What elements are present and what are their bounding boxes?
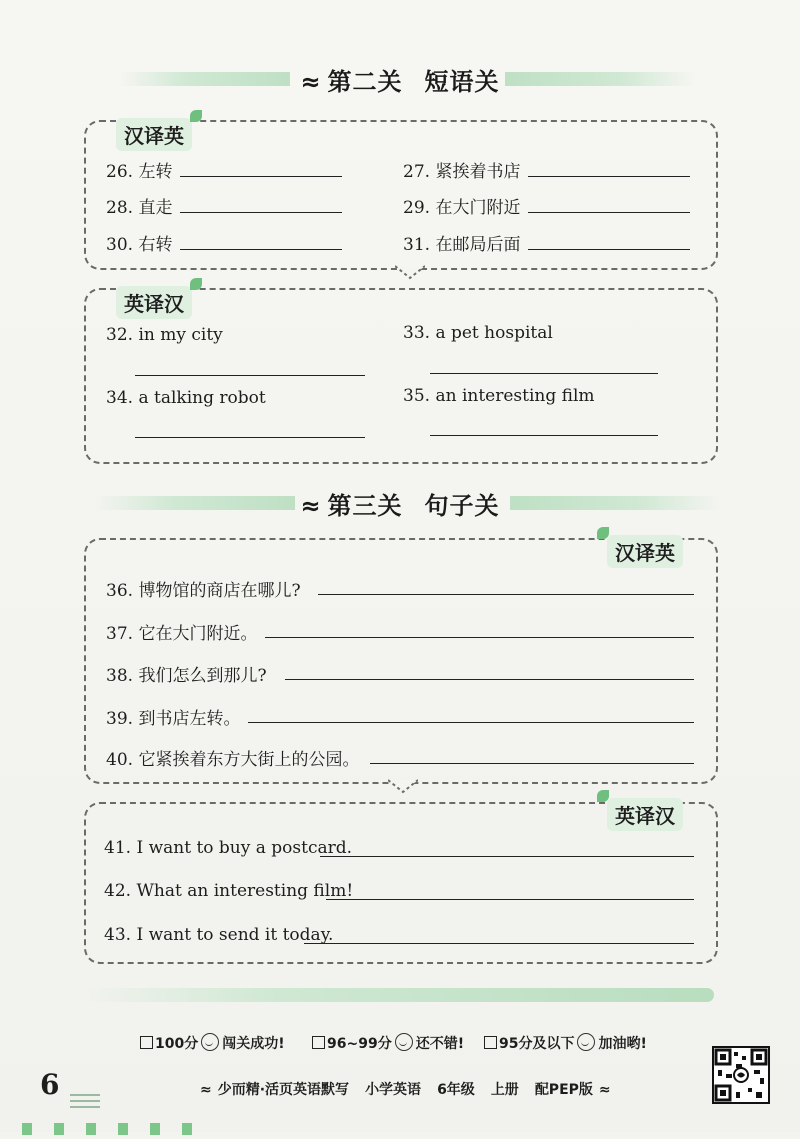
answer-line-33[interactable] xyxy=(430,373,658,374)
answer-line-42[interactable] xyxy=(326,899,694,900)
question-30: 30. 右转 xyxy=(106,235,173,255)
box4-tag-label: 英译汉 xyxy=(615,804,675,828)
answer-line-37[interactable] xyxy=(265,637,694,638)
question-38: 38. 我们怎么到那儿? xyxy=(106,666,267,686)
wave-icon: ≈ xyxy=(200,1082,212,1098)
book-edition: 配PEP版 xyxy=(534,1082,593,1098)
page-number: 6 xyxy=(40,1068,60,1101)
answer-line-31[interactable] xyxy=(528,249,690,250)
lines-decoration-icon xyxy=(70,1090,100,1110)
question-41: 41. I want to buy a postcard. xyxy=(104,838,353,858)
leaf-icon xyxy=(597,527,609,539)
footer-band xyxy=(88,988,714,1002)
book-volume: 上册 xyxy=(490,1082,519,1098)
question-34: 34. a talking robot xyxy=(106,388,266,408)
checkbox[interactable] xyxy=(140,1036,153,1049)
answer-line-38[interactable] xyxy=(285,679,694,680)
question-27: 27. 紧挨着书店 xyxy=(403,162,521,182)
box-connector-notch xyxy=(395,264,425,282)
book-subject: 小学英语 xyxy=(365,1082,422,1098)
green-squares-icon xyxy=(22,1123,202,1135)
book-title: 少而精·活页英语默写 xyxy=(217,1082,350,1098)
smiley-icon xyxy=(201,1033,219,1051)
score-option-95-below[interactable]: 95分及以下 加油哟! xyxy=(484,1033,647,1053)
box2-tag xyxy=(116,286,192,319)
leaf-icon xyxy=(190,278,202,290)
cheer-face-icon xyxy=(577,1033,595,1051)
section2-title xyxy=(0,60,800,94)
score-option-100[interactable]: 100分 闯关成功! xyxy=(140,1033,285,1053)
answer-line-30[interactable] xyxy=(180,249,342,250)
answer-line-35[interactable] xyxy=(430,435,658,436)
section2-title-a: 第二关 xyxy=(327,68,403,96)
section3-title-b: 句子关 xyxy=(424,492,500,520)
answer-line-34[interactable] xyxy=(135,437,365,438)
answer-line-32[interactable] xyxy=(135,375,365,376)
question-40: 40. 它紧挨着东方大街上的公园。 xyxy=(106,750,360,770)
question-29: 29. 在大门附近 xyxy=(403,198,521,218)
question-28: 28. 直走 xyxy=(106,198,173,218)
answer-line-36[interactable] xyxy=(318,594,694,595)
answer-line-27[interactable] xyxy=(528,176,690,177)
answer-line-40[interactable] xyxy=(370,763,694,764)
answer-line-26[interactable] xyxy=(180,176,342,177)
qr-code-icon[interactable] xyxy=(712,1046,770,1104)
box1-tag xyxy=(116,118,192,151)
section3-heading xyxy=(0,486,800,521)
wave-icon: ≈ xyxy=(300,492,322,520)
bottom-decoration xyxy=(22,1120,202,1132)
leaf-icon xyxy=(597,790,609,802)
answer-line-39[interactable] xyxy=(248,722,694,723)
box2-tag-label: 英译汉 xyxy=(124,292,184,316)
question-36: 36. 博物馆的商店在哪儿? xyxy=(106,581,301,601)
box3-tag xyxy=(607,535,683,568)
answer-line-43[interactable] xyxy=(304,943,694,944)
wave-icon: ≈ xyxy=(300,68,322,96)
checkbox[interactable] xyxy=(484,1036,497,1049)
answer-line-28[interactable] xyxy=(180,212,342,213)
leaf-icon xyxy=(190,110,202,122)
box4-tag xyxy=(607,798,683,831)
question-39: 39. 到书店左转。 xyxy=(106,709,241,729)
question-31: 31. 在邮局后面 xyxy=(403,235,521,255)
section3-title-a: 第三关 xyxy=(327,492,403,520)
question-37: 37. 它在大门附近。 xyxy=(106,624,258,644)
box1-tag-label: 汉译英 xyxy=(124,124,184,148)
question-32: 32. in my city xyxy=(106,325,223,345)
box-connector-notch xyxy=(388,778,418,796)
question-35: 35. an interesting film xyxy=(403,386,595,406)
answer-line-29[interactable] xyxy=(528,212,690,213)
book-grade: 6年级 xyxy=(437,1082,475,1098)
checkbox[interactable] xyxy=(312,1036,325,1049)
question-33: 33. a pet hospital xyxy=(403,323,553,343)
section2-heading xyxy=(0,62,800,97)
section2-title-b: 短语关 xyxy=(424,68,500,96)
question-26: 26. 左转 xyxy=(106,162,173,182)
section3-title xyxy=(0,484,800,518)
book-info xyxy=(200,1079,627,1099)
score-option-96-99[interactable]: 96~99分 还不错! xyxy=(312,1033,464,1053)
box3-tag-label: 汉译英 xyxy=(615,541,675,565)
question-42: 42. What an interesting film! xyxy=(104,881,354,901)
question-43: 43. I want to send it today. xyxy=(104,925,334,945)
wave-icon: ≈ xyxy=(598,1082,611,1098)
answer-line-41[interactable] xyxy=(320,856,694,857)
smiley-icon xyxy=(395,1033,413,1051)
